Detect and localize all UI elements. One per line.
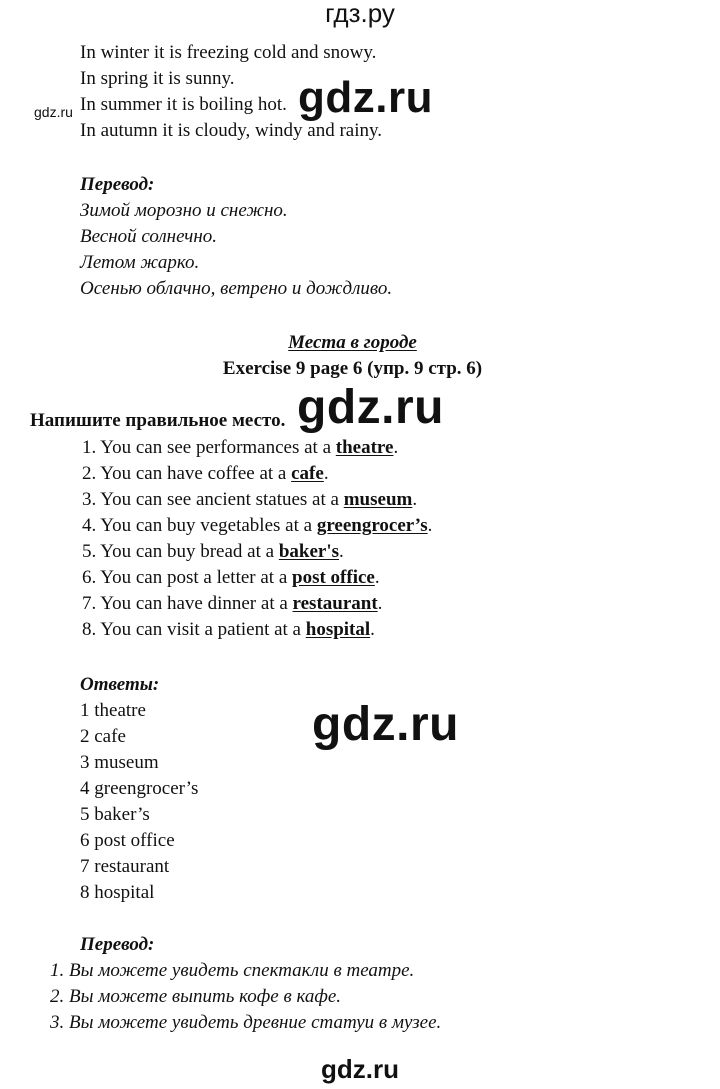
translation-line: 3. Вы можете увидеть древние статуи в музее.	[50, 1012, 442, 1033]
page-header	[0, 0, 720, 29]
watermark: gdz.ru	[312, 698, 459, 751]
sentence	[82, 591, 382, 617]
sentence-answer: museum	[343, 489, 413, 510]
sentence-punct: .	[374, 567, 380, 588]
answer-item: 5 baker’s	[80, 804, 150, 825]
sentence-punct: .	[377, 593, 383, 614]
sentence-punct: .	[412, 489, 418, 510]
translation-line: Весной солнечно.	[80, 226, 218, 247]
answer-item: 2 cafe	[80, 726, 126, 747]
sentence-text: 2. You can have coffee at a	[82, 463, 292, 484]
sentence-punct: .	[323, 463, 329, 484]
watermark-small: gdz.ru	[34, 104, 73, 120]
translation-line: Осенью облачно, ветрено и дождливо.	[80, 278, 393, 299]
footer-site-name: gdz.ru	[321, 1054, 399, 1084]
sentence	[82, 539, 344, 565]
sentence-answer: theatre	[335, 437, 394, 458]
answer-item: 8 hospital	[80, 882, 155, 903]
answer-item: 4 greengrocer’s	[80, 778, 199, 799]
answer-item: 6 post office	[80, 830, 175, 851]
page-footer	[0, 1054, 720, 1085]
sentence	[82, 565, 380, 591]
season-line: In winter it is freezing cold and snowy.	[80, 42, 377, 63]
sentence	[82, 461, 329, 487]
answer-item: 1 theatre	[80, 700, 146, 721]
sentence-punct: .	[427, 515, 433, 536]
sentence-answer: restaurant	[292, 593, 378, 614]
header-site-name: гдз.ру	[325, 0, 395, 28]
instruction: Напишите правильное место.	[30, 410, 286, 431]
sentence-text: 7. You can have dinner at a	[82, 593, 293, 614]
sentence	[82, 513, 432, 539]
watermark: gdz.ru	[298, 73, 433, 122]
section-title: Места в городе	[288, 332, 417, 353]
sentence-punct: .	[370, 619, 375, 640]
answer-item: 7 restaurant	[80, 856, 170, 877]
exercise-title: Exercise 9 page 6 (упр. 9 стр. 6)	[222, 358, 483, 379]
sentence-answer: post office	[292, 567, 375, 588]
sentence-answer: greengrocer’s	[316, 515, 428, 536]
sentence-text: 4. You can buy vegetables at a	[82, 515, 317, 536]
translation-line: Летом жарко.	[80, 252, 200, 273]
season-line: In autumn it is cloudy, windy and rainy.	[80, 120, 383, 141]
sentence	[82, 435, 398, 461]
sentence	[82, 617, 375, 643]
sentence	[82, 487, 417, 513]
translation-line: Зимой морозно и снежно.	[80, 200, 288, 221]
translation-heading: Перевод:	[80, 174, 155, 195]
sentence-punct: .	[339, 541, 344, 562]
watermark: gdz.ru	[297, 381, 444, 434]
sentence-answer: hospital	[305, 619, 371, 640]
sentence-text: 5. You can buy bread at a	[82, 541, 279, 562]
answer-item: 3 museum	[80, 752, 159, 773]
answers-heading: Ответы:	[80, 674, 160, 695]
sentence-text: 6. You can post a letter at a	[82, 567, 293, 588]
sentence-text: 8. You can visit a patient at a	[82, 619, 306, 640]
sentence-answer: cafe	[291, 463, 324, 484]
sentence-text: 1. You can see performances at a	[82, 437, 336, 458]
season-line: In spring it is sunny.	[80, 68, 235, 89]
translation-heading: Перевод:	[80, 934, 155, 955]
sentence-punct: .	[393, 437, 399, 458]
season-line: In summer it is boiling hot.	[80, 94, 287, 115]
translation-line: 2. Вы можете выпить кофе в кафе.	[50, 986, 342, 1007]
sentence-answer: baker's	[278, 541, 340, 562]
sentence-text: 3. You can see ancient statues at a	[82, 489, 344, 510]
translation-line: 1. Вы можете увидеть спектакли в театре.	[50, 960, 415, 981]
